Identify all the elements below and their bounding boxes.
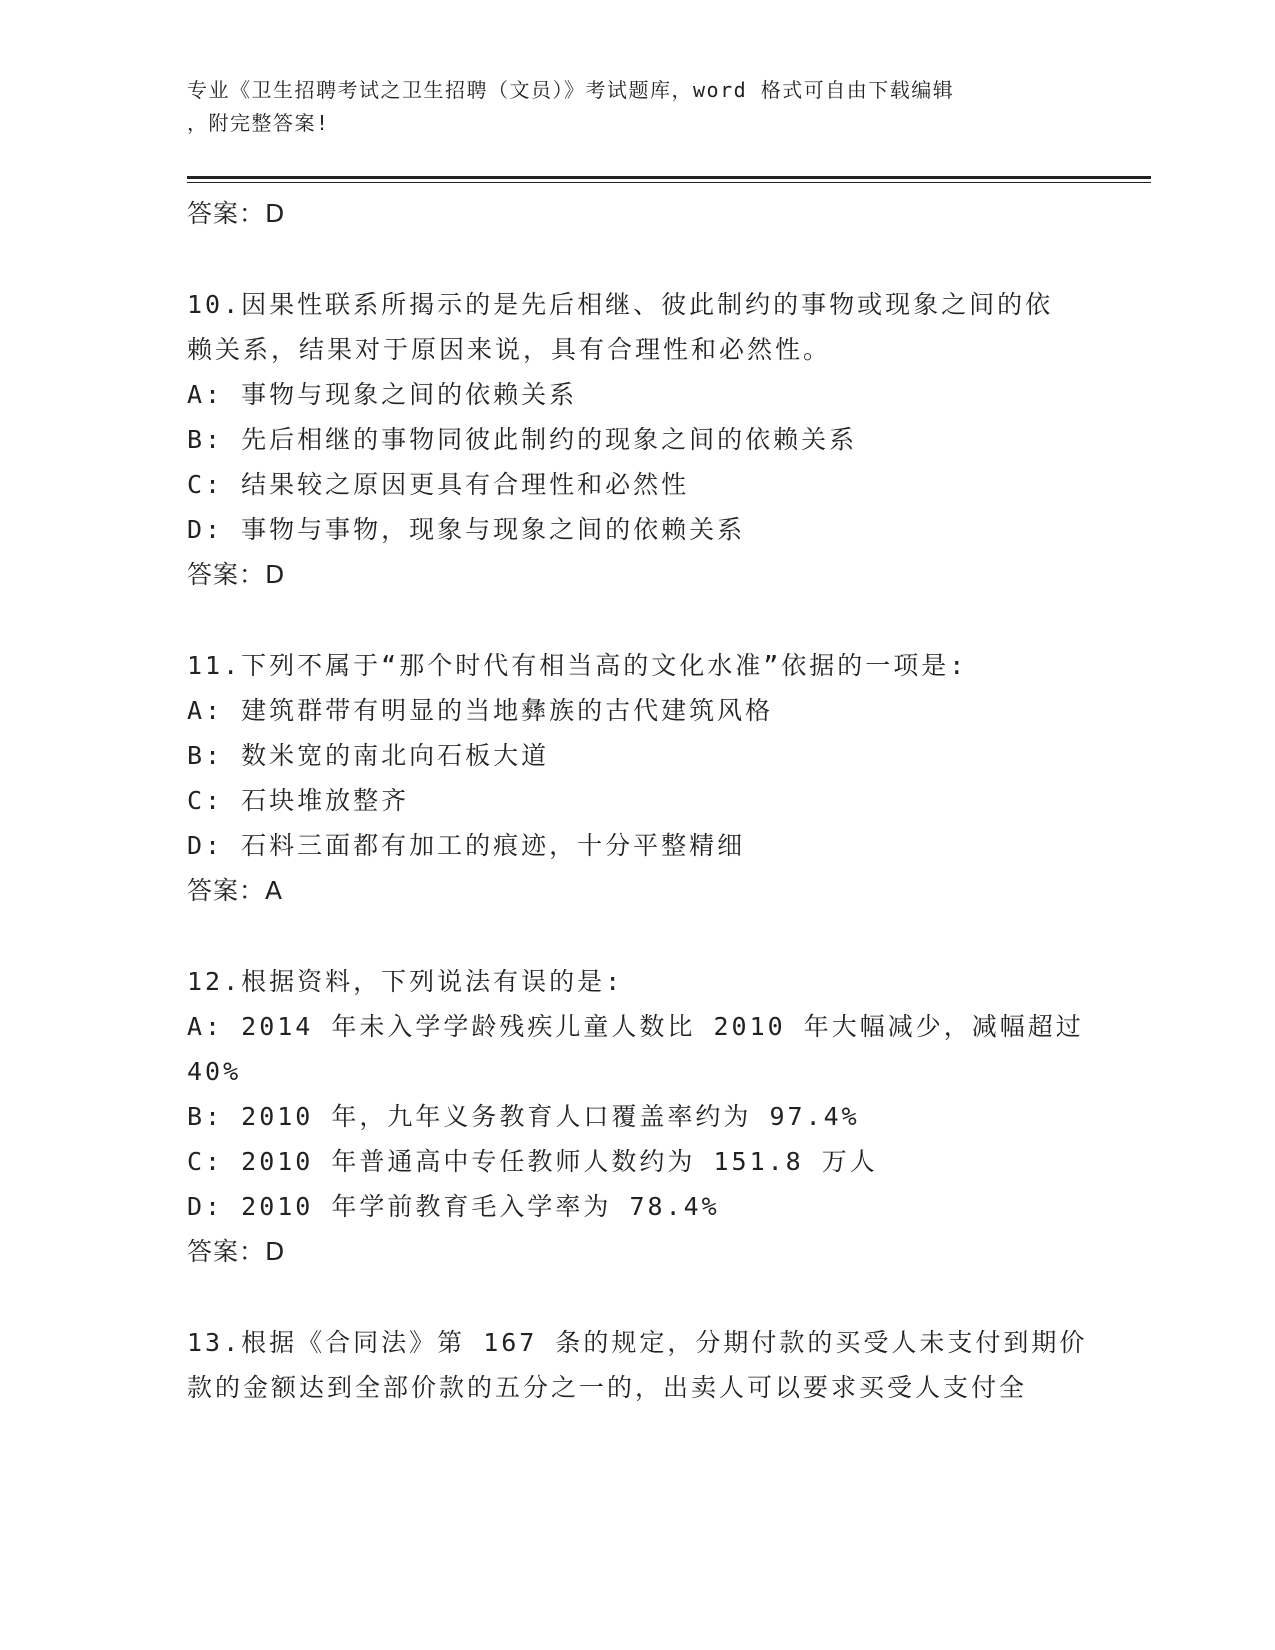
question-stem-line: 11.下列不属于“那个时代有相当高的文化水准”依据的一项是:: [187, 651, 968, 680]
option-a: A: 2014 年未入学学龄残疾儿童人数比 2010 年大幅减少，减幅超过: [187, 1012, 1084, 1041]
option-b: B: 先后相继的事物同彼此制约的现象之间的依赖关系: [187, 425, 858, 454]
option-d: D: 事物与事物，现象与现象之间的依赖关系: [187, 515, 746, 544]
option-b: B: 2010 年，九年义务教育人口覆盖率约为 97.4%: [187, 1102, 860, 1131]
answer-line: 答案：D: [187, 1237, 286, 1266]
option-b: B: 数米宽的南北向石板大道: [187, 741, 550, 770]
header-rule-thin: [187, 182, 1151, 183]
header-rule-thick: [187, 176, 1151, 179]
option-c: C: 石块堆放整齐: [187, 786, 410, 815]
question-13: [187, 1320, 1087, 1410]
option-d: D: 石料三面都有加工的痕迹，十分平整精细: [187, 831, 746, 860]
header-line-2: ，附完整答案!: [187, 111, 330, 135]
header-line-1: 专业《卫生招聘考试之卫生招聘（文员）》考试题库，word 格式可自由下载编辑: [187, 78, 955, 102]
question-list: [187, 191, 1087, 1410]
question-12: [187, 959, 1087, 1274]
answer-line: 答案：D: [187, 199, 286, 228]
question-stem-line: 赖关系，结果对于原因来说，具有合理性和必然性。: [187, 335, 832, 364]
question-stem-line: 13.根据《合同法》第 167 条的规定，分期付款的买受人未支付到期价: [187, 1328, 1088, 1357]
option-c: C: 2010 年普通高中专任教师人数约为 151.8 万人: [187, 1147, 878, 1176]
question-stem-line: 10.因果性联系所揭示的是先后相继、彼此制约的事物或现象之间的依: [187, 290, 1054, 319]
question-stem-line: 款的金额达到全部价款的五分之一的，出卖人可以要求买受人支付全: [187, 1373, 1028, 1402]
answer-line: 答案：D: [187, 560, 286, 589]
option-a-continued: 40%: [187, 1057, 242, 1086]
question-stem-line: 12.根据资料，下列说法有误的是:: [187, 967, 624, 996]
option-c: C: 结果较之原因更具有合理性和必然性: [187, 470, 690, 499]
option-d: D: 2010 年学前教育毛入学率为 78.4%: [187, 1192, 720, 1221]
page-header: [187, 74, 1067, 140]
option-a: A: 建筑群带有明显的当地彝族的古代建筑风格: [187, 696, 774, 725]
question-10: [187, 282, 1087, 597]
answer-line: 答案：A: [187, 876, 284, 905]
question-11: [187, 643, 1087, 913]
option-a: A: 事物与现象之间的依赖关系: [187, 380, 578, 409]
